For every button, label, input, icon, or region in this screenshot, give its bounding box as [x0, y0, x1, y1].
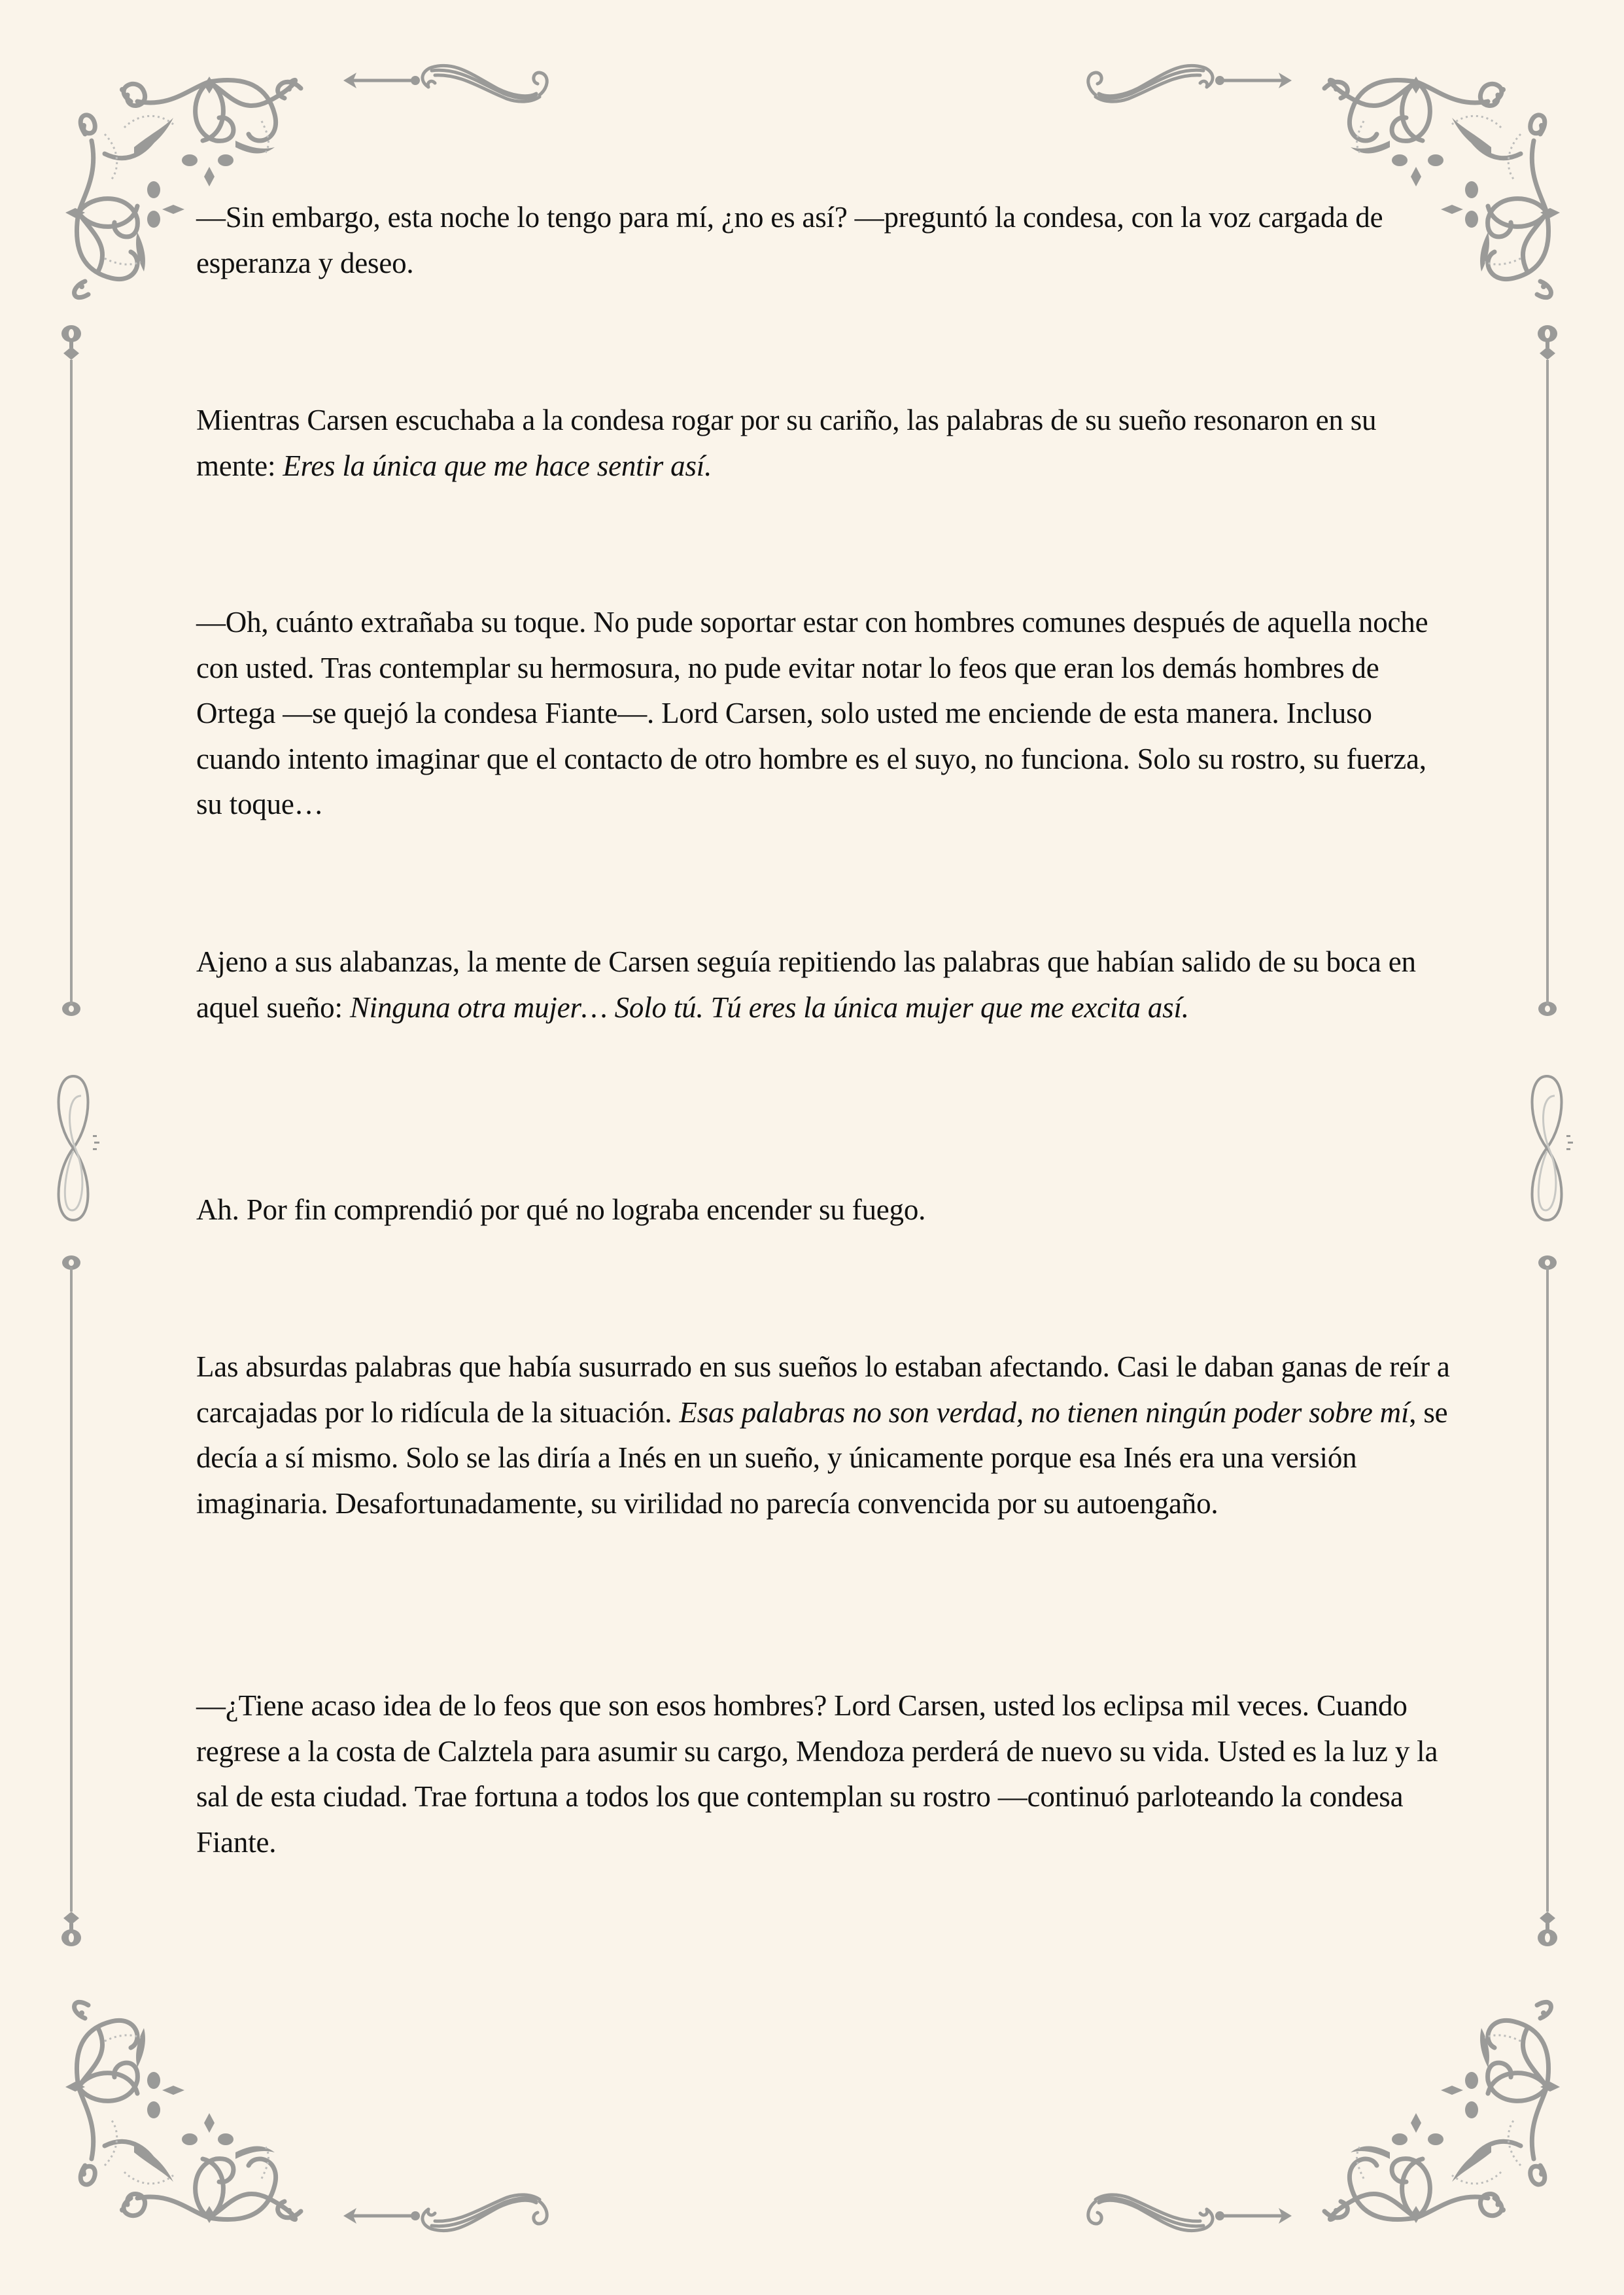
paragraph-3: [196, 600, 1439, 828]
paragraph-7: [196, 1683, 1439, 1865]
paragraph-7-text: —¿Tiene acaso idea de lo feos que son esos hombres? Lord Carsen, usted los eclipsa mil veces. Cuando regrese a la costa de Calztela para asumir su cargo, Mendoza perderá de nuevo su vida. Usted es la luz y la sal de esta ciudad. Trae fortuna a todos los que contemplan su rostro —continuó parloteando la condesa Fiante.: [196, 1689, 1438, 1859]
paragraph-3-text: —Oh, cuánto extrañaba su toque. No pude soportar estar con hombres comunes después de aquella noche con usted. Tras contemplar su hermosura, no pude evitar notar lo feos que eran los demás hombres de Ortega —se quejó la condesa Fiante—. Lord Carsen, solo usted me enciende de esta manera. Incluso cuando intento imaginar que el contacto de otro hombre es el suyo, no funciona. Solo su rostro, su fuerza, su toque…: [196, 606, 1428, 820]
paragraph-2-text: Mientras Carsen escuchaba a la condesa rogar por su cariño, las palabras de su sueño resonaron en su mente:: [196, 404, 1377, 482]
paragraph-6-text-b: , se decía a sí mismo. Solo se las diría a Inés en un sueño, y únicamente porque esa Inés era una versión imaginaria. Desafortunadamente, su virilidad no parecía convencida por su autoengaño.: [196, 1395, 1448, 1520]
left-upper-finial-rule-icon: [58, 322, 84, 1022]
paragraph-1: [196, 195, 1439, 286]
corner-flourish-bottom-left-icon: [59, 1989, 320, 2237]
corner-flourish-bottom-right-icon: [1305, 1989, 1566, 2237]
left-lower-finial-rule-icon: [58, 1250, 84, 1950]
paragraph-5: [196, 1187, 1439, 1233]
paragraph-4-text: Ajeno a sus alabanzas, la mente de Carsen seguía repitiendo las palabras que habían salido de su boca en aquel sueño:: [196, 945, 1416, 1024]
right-lower-finial-rule-icon: [1534, 1250, 1561, 1950]
top-scroll-divider-icon: [340, 46, 1295, 118]
paragraph-6-italic-text: Esas palabras no son verdad, no tienen ningún poder sobre mí: [679, 1395, 1409, 1429]
paragraph-6: [196, 1344, 1452, 1526]
paragraph-6-text-a: Las absurdas palabras que había susurrado en sus sueños lo estaban afectando. Casi le daban ganas de reír a carcajadas por lo ridícula de la situación.: [196, 1350, 1450, 1429]
paragraph-2-italic-text: Eres la única que me hace sentir así.: [283, 449, 712, 482]
paragraph-4-italic-text: Ninguna otra mujer… Solo tú. Tú eres la única mujer que me excita así.: [349, 990, 1189, 1024]
right-knot-icon: [1521, 1070, 1573, 1227]
paragraph-1-text: —Sin embargo, esta noche lo tengo para mí, ¿no es así? —preguntó la condesa, con la voz cargada de esperanza y deseo.: [196, 201, 1383, 279]
paragraph-5-text: Ah. Por fin comprendió por qué no lograba encender su fuego.: [196, 1193, 926, 1226]
bottom-scroll-divider-icon: [340, 2175, 1295, 2247]
left-knot-icon: [47, 1070, 99, 1227]
paragraph-2: [196, 398, 1439, 489]
right-upper-finial-rule-icon: [1534, 322, 1561, 1022]
paragraph-4: [196, 939, 1439, 1030]
